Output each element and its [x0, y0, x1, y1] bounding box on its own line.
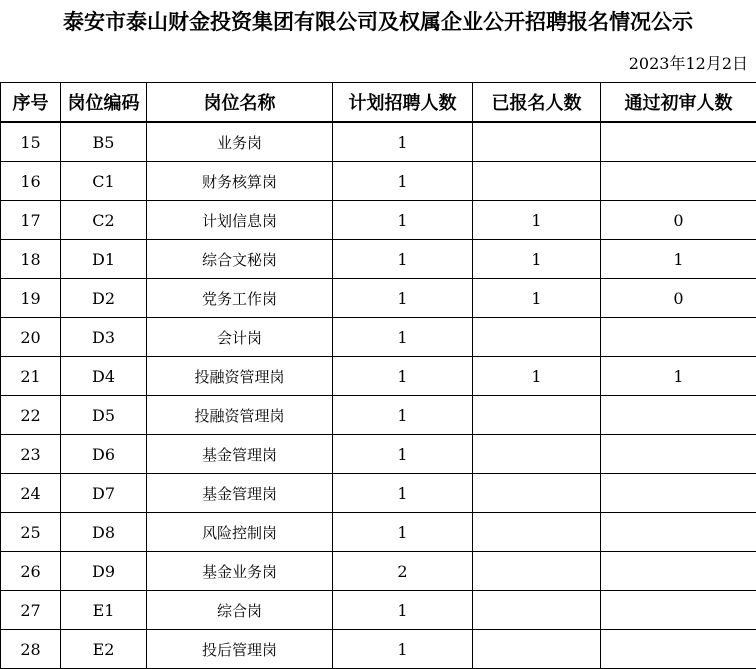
cell-passed [601, 318, 756, 357]
cell-plan: 1 [333, 201, 473, 240]
cell-name: 基金管理岗 [147, 474, 333, 513]
header-plan: 计划招聘人数 [333, 83, 473, 123]
cell-plan: 1 [333, 396, 473, 435]
cell-plan: 1 [333, 162, 473, 201]
cell-seq: 27 [1, 591, 61, 630]
header-code: 岗位编码 [61, 83, 147, 123]
table-row [1, 318, 756, 357]
cell-passed [601, 513, 756, 552]
cell-seq: 23 [1, 435, 61, 474]
cell-code: E2 [61, 630, 147, 669]
cell-code: D5 [61, 396, 147, 435]
cell-passed [601, 122, 756, 162]
cell-name: 投融资管理岗 [147, 396, 333, 435]
cell-passed [601, 396, 756, 435]
cell-code: D2 [61, 279, 147, 318]
cell-signed: 1 [473, 279, 601, 318]
cell-signed: 1 [473, 240, 601, 279]
cell-seq: 22 [1, 396, 61, 435]
cell-code: E1 [61, 591, 147, 630]
cell-plan: 1 [333, 435, 473, 474]
page-title: 泰安市泰山财金投资集团有限公司及权属企业公开招聘报名情况公示 [63, 10, 693, 34]
cell-name: 党务工作岗 [147, 279, 333, 318]
cell-name: 基金业务岗 [147, 552, 333, 591]
cell-name: 投融资管理岗 [147, 357, 333, 396]
cell-seq: 15 [1, 122, 61, 162]
cell-signed [473, 162, 601, 201]
cell-name: 业务岗 [147, 122, 333, 162]
cell-code: D9 [61, 552, 147, 591]
table-row [1, 552, 756, 591]
table-row [1, 201, 756, 240]
cell-plan: 2 [333, 552, 473, 591]
cell-code: D6 [61, 435, 147, 474]
cell-name: 综合文秘岗 [147, 240, 333, 279]
cell-signed [473, 318, 601, 357]
table-row [1, 396, 756, 435]
cell-passed [601, 474, 756, 513]
cell-signed [473, 591, 601, 630]
cell-code: D4 [61, 357, 147, 396]
cell-passed: 1 [601, 240, 756, 279]
cell-code: D7 [61, 474, 147, 513]
table-row [1, 591, 756, 630]
cell-plan: 1 [333, 630, 473, 669]
cell-code: C1 [61, 162, 147, 201]
cell-seq: 21 [1, 357, 61, 396]
table-row [1, 630, 756, 669]
cell-code: D1 [61, 240, 147, 279]
cell-plan: 1 [333, 318, 473, 357]
cell-passed: 1 [601, 357, 756, 396]
cell-seq: 17 [1, 201, 61, 240]
cell-signed [473, 435, 601, 474]
header-row [1, 83, 756, 123]
cell-seq: 25 [1, 513, 61, 552]
cell-seq: 19 [1, 279, 61, 318]
cell-passed: 0 [601, 279, 756, 318]
publish-date: 2023年12月2日 [628, 54, 748, 73]
cell-plan: 1 [333, 122, 473, 162]
header-signed: 已报名人数 [473, 83, 601, 123]
table-row [1, 474, 756, 513]
cell-seq: 20 [1, 318, 61, 357]
cell-signed [473, 513, 601, 552]
table-row [1, 279, 756, 318]
cell-passed [601, 435, 756, 474]
cell-plan: 1 [333, 357, 473, 396]
cell-code: D3 [61, 318, 147, 357]
cell-name: 综合岗 [147, 591, 333, 630]
cell-code: D8 [61, 513, 147, 552]
cell-name: 投后管理岗 [147, 630, 333, 669]
cell-plan: 1 [333, 474, 473, 513]
header-passed: 通过初审人数 [601, 83, 756, 123]
table-row [1, 435, 756, 474]
table-row [1, 240, 756, 279]
cell-signed [473, 122, 601, 162]
table-row [1, 162, 756, 201]
cell-passed [601, 552, 756, 591]
cell-seq: 26 [1, 552, 61, 591]
cell-plan: 1 [333, 591, 473, 630]
table-row [1, 122, 756, 162]
table-row [1, 513, 756, 552]
cell-name: 计划信息岗 [147, 201, 333, 240]
cell-name: 会计岗 [147, 318, 333, 357]
table-row [1, 357, 756, 396]
cell-code: C2 [61, 201, 147, 240]
cell-passed [601, 591, 756, 630]
cell-signed: 1 [473, 201, 601, 240]
cell-name: 风险控制岗 [147, 513, 333, 552]
cell-signed [473, 552, 601, 591]
cell-seq: 24 [1, 474, 61, 513]
cell-seq: 18 [1, 240, 61, 279]
header-name: 岗位名称 [147, 83, 333, 123]
cell-signed [473, 396, 601, 435]
cell-passed [601, 630, 756, 669]
cell-code: B5 [61, 122, 147, 162]
cell-signed: 1 [473, 357, 601, 396]
cell-plan: 1 [333, 240, 473, 279]
header-seq: 序号 [1, 83, 61, 123]
cell-passed: 0 [601, 201, 756, 240]
cell-name: 基金管理岗 [147, 435, 333, 474]
cell-plan: 1 [333, 279, 473, 318]
cell-passed [601, 162, 756, 201]
cell-seq: 16 [1, 162, 61, 201]
cell-name: 财务核算岗 [147, 162, 333, 201]
cell-signed [473, 474, 601, 513]
cell-seq: 28 [1, 630, 61, 669]
cell-signed [473, 630, 601, 669]
cell-plan: 1 [333, 513, 473, 552]
recruitment-table [0, 82, 756, 669]
